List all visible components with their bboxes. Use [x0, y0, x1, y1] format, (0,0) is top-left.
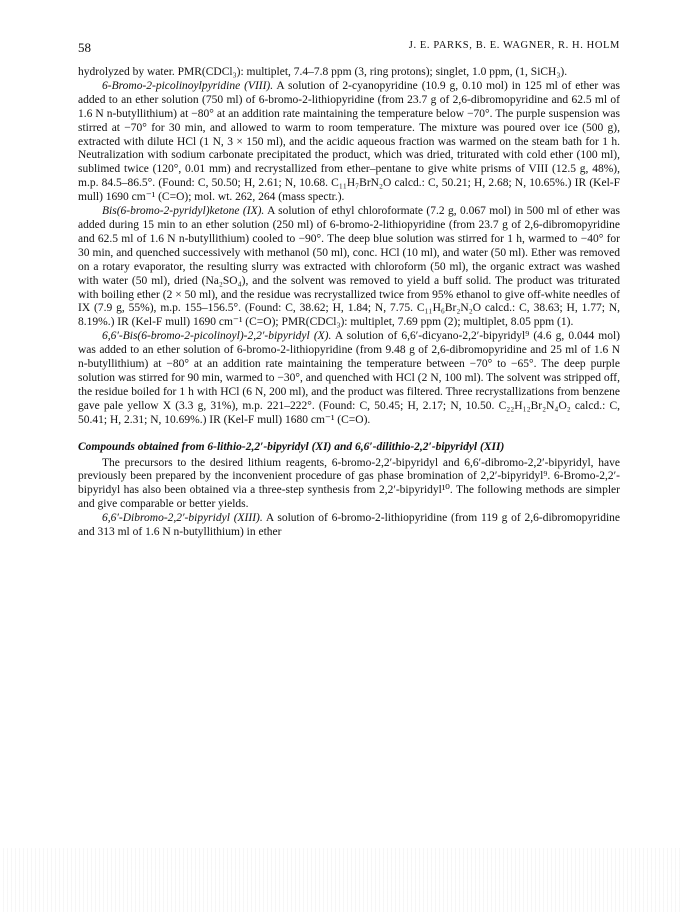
- paragraph-compound-viii: [78, 80, 620, 205]
- running-head: J. E. PARKS, B. E. WAGNER, R. H. HOLM: [408, 40, 620, 51]
- compound-number: (XIII).: [233, 512, 263, 525]
- page-number: 58: [78, 40, 91, 55]
- paragraph-compound-x: [78, 330, 620, 427]
- compound-number: (IX).: [242, 205, 265, 218]
- paragraph-precursors: [78, 457, 620, 513]
- compound-name: 6-Bromo-2-picolinoylpyridine: [102, 79, 241, 92]
- paragraph-text: A solution of 6,6′-dicyano-2,2′-bipyridyl⁹ (4.6 g, 0.044 mol) was added to an ether solution of 6-bromo-2-lithiopyridine (from 9.48 g of 2,6-dibromopyridine and 25 ml of 1.6 N n-butyllithium) at −80° at an addition rate maintaining the temperature between −70° to −65°. The deep purple solution was stirred for 90 min, warmed to −30°, and quenched with HCl (2 N, 100 ml). The solvent was stripped off, the residue boiled for 1 h with HCl (6 N, 200 ml), and the product was filtered. Three recrystallizations from benzene gave pale yellow X (3.3 g, 31%), m.p. 221–222°. (Found: C, 50.45; H, 2.17; N, 10.50. C₂₂H₁₂Br₂N₄O₂ calcd.: C, 50.41; H, 2.31; N, 10.69%.) IR (Kel-F mull) 1680 cm⁻¹ (C=O).: [78, 330, 620, 426]
- compound-number: (X).: [313, 330, 332, 343]
- section-heading: Compounds obtained from 6-lithio-2,2′-bipyridyl (XI) and 6,6′-dilithio-2,2′-bipyridyl (XII): [78, 440, 505, 453]
- compound-number: (VIII).: [244, 79, 274, 92]
- paragraph-intro: [78, 66, 620, 80]
- page-header: [78, 40, 620, 56]
- paragraph-compound-xiii: [78, 512, 620, 540]
- compound-name: Bis(6-bromo-2-pyridyl)ketone: [102, 205, 240, 218]
- compound-name: 6,6′-Dibromo-2,2′-bipyridyl: [102, 512, 230, 525]
- article-body: [78, 66, 620, 540]
- scan-artifact: [0, 848, 680, 912]
- paragraph-text: A solution of ethyl chloroformate (7.2 g, 0.067 mol) in 500 ml of ether was added during 15 min to an ether solution (250 ml) of 6-bromo-2-lithiopyridine (from 23.7 g of 2,6-dibromopyridine and 62.5 ml of 1.6 N n-butyllithium) cooled to −90°. The deep blue solution was stirred for 1 h, warmed to −40° for 30 min, and quenched successively with methanol (50 ml), conc. HCl (10 ml), and water (50 ml). Ether was removed on a rotary evaporator, the resulting slurry was extracted with chloroform (50 ml), the organic extract was washed with water (50 ml), dried (Na₂SO₄), and the solvent was removed to yield a buff solid. The product was triturated with boiling ether (2 × 50 ml), and the residue was recrystallized twice from 95% ethanol to give off-white needles of IX (7.9 g, 55%), m.p. 155–156.5°. (Found: C, 38.62; H, 1.84; N, 7.75. C₁₁H₆Br₂N₂O calcd.: C, 38.63; H, 1.77; N, 8.19%.) IR (Kel-F mull) 1690 cm⁻¹ (C=O); PMR(CDCl₃): multiplet, 7.69 ppm (2); multiplet, 8.05 ppm (1).: [78, 205, 621, 329]
- paragraph-text: A solution of 2-cyanopyridine (10.9 g, 0.10 mol) in 125 ml of ether was added to an ether solution (750 ml) of 6-bromo-2-lithiopyridine (from 23.7 g of 2,6-dibromopyridine and 62.5 ml of 1.6 N n-butyllithium) at −80° at an addition rate maintaining the temperature below −70°. The purple suspension was stirred at −70° for 30 min, and allowed to warm to room temperature. The mixture was poured over ice (500 g), extracted with dilute HCl (1 N, 3 × 150 ml), and the acidic aqueous fraction was warmed on the steam bath for 1 h. Neutralization with sodium carbonate precipitated the product, which was dried, triturated with cold ether (100 ml), sublimed twice (120°, 0.01 mm) and recrystallized from ether–pentane to give white prisms of VIII (12.5 g, 48%), m.p. 84.5–86.5°. (Found: C, 50.50; H, 2.61; N, 10.68. C₁₁H₇BrN₂O calcd.: C, 50.21; H, 2.68; N, 10.65%.) IR (Kel-F mull) 1690 cm⁻¹ (C=O); mol. wt. 262, 264 (mass spectr.).: [78, 79, 620, 204]
- paragraph-text: hydrolyzed by water. PMR(CDCl₃): multiplet, 7.4–7.8 ppm (3, ring protons); singlet, 1.0 ppm, (1, SiCH₃).: [78, 66, 568, 78]
- paragraph-compound-ix: [78, 205, 620, 330]
- paragraph-text: The precursors to the desired lithium reagents, 6-bromo-2,2′-bipyridyl and 6,6′-dibromo-2,2′-bipyridyl, have previously been prepared by the inconvenient procedure of gas phase bromination of 2,2′-bipyridyl⁹. 6-Bromo-2,2′-bipyridyl has also been obtained via a three-step synthesis from 2,2′-bipyridyl¹⁰. The following methods are simpler and give comparable or better yields.: [78, 456, 620, 511]
- paragraph-text: A solution of 6-bromo-2-lithiopyridine (from 119 g of 2,6-dibromopyridine and 313 ml of 1.6 N n-butyllithium) in ether: [78, 512, 620, 539]
- compound-name: 6,6′-Bis(6-bromo-2-picolinoyl)-2,2′-bipyridyl: [102, 330, 310, 343]
